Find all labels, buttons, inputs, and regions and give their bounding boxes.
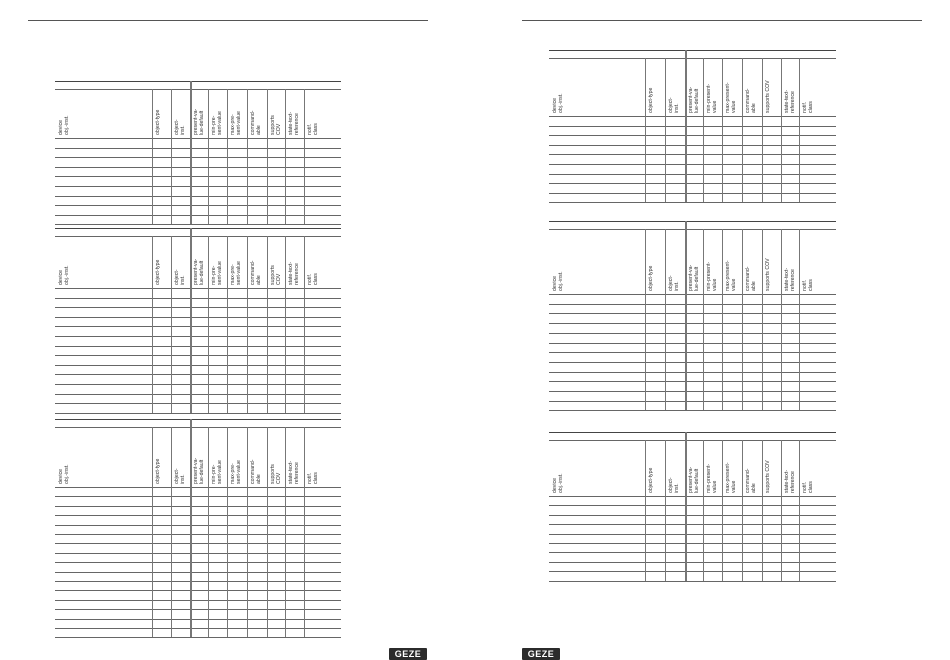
table-column-divider bbox=[762, 229, 763, 410]
table-column-divider bbox=[742, 58, 743, 202]
column-header: notif. class bbox=[307, 123, 319, 135]
table-row bbox=[549, 534, 836, 535]
table-column-divider bbox=[208, 89, 209, 224]
column-header: device obj.-inst. bbox=[58, 464, 70, 484]
column-header: supports COV bbox=[270, 464, 282, 484]
table-column-divider bbox=[722, 58, 723, 202]
table-row bbox=[549, 562, 836, 563]
table-row bbox=[549, 202, 836, 203]
table-row bbox=[55, 205, 341, 206]
table-column-divider bbox=[665, 58, 666, 202]
column-header: supports COV bbox=[765, 80, 771, 113]
column-header: present-va- lue-default bbox=[193, 108, 205, 135]
column-header: state-text- reference bbox=[784, 267, 796, 291]
table-row bbox=[55, 186, 341, 187]
table-column-divider bbox=[762, 58, 763, 202]
table-column-divider bbox=[762, 440, 763, 581]
column-header: device obj.-inst. bbox=[552, 93, 564, 113]
table-row bbox=[549, 581, 836, 582]
column-header: device obj.-inst. bbox=[552, 271, 564, 291]
table-column-divider bbox=[285, 89, 286, 224]
column-header: state-text- reference bbox=[288, 111, 300, 135]
table-row bbox=[549, 343, 836, 344]
object-table bbox=[55, 81, 341, 224]
table-column-divider bbox=[152, 427, 153, 637]
table-column-divider bbox=[645, 58, 646, 202]
table-row bbox=[55, 326, 341, 327]
object-table bbox=[55, 419, 341, 637]
column-header: object- inst. bbox=[174, 468, 186, 484]
table-row bbox=[55, 298, 341, 299]
table-row bbox=[55, 374, 341, 375]
table-row bbox=[549, 126, 836, 127]
table-column-divider bbox=[703, 440, 704, 581]
column-header: command- able bbox=[250, 260, 262, 285]
table-row bbox=[55, 553, 341, 554]
table-column-divider bbox=[304, 89, 305, 224]
table-column-divider bbox=[304, 427, 305, 637]
column-header: device obj.-inst. bbox=[58, 265, 70, 285]
table-column-divider bbox=[171, 236, 172, 413]
table-row bbox=[55, 365, 341, 366]
table-column-divider bbox=[152, 236, 153, 413]
table-row bbox=[549, 515, 836, 516]
table-row bbox=[549, 571, 836, 572]
table-top-rule bbox=[549, 432, 836, 433]
table-row bbox=[55, 590, 341, 591]
table-row bbox=[55, 196, 341, 197]
column-header: device obj.-inst. bbox=[58, 115, 70, 135]
column-header: present-va- lue-default bbox=[193, 457, 205, 484]
table-column-divider bbox=[171, 427, 172, 637]
table-column-divider bbox=[304, 236, 305, 413]
table-subheader-rule bbox=[549, 58, 836, 59]
column-header: notif. class bbox=[802, 101, 814, 113]
table-row bbox=[549, 543, 836, 544]
table-row bbox=[549, 362, 836, 363]
table-column-divider bbox=[799, 229, 800, 410]
table-top-rule bbox=[55, 419, 341, 420]
column-header: max-pre- sent-value bbox=[230, 460, 242, 484]
column-header: object-type bbox=[648, 265, 654, 291]
table-row bbox=[549, 381, 836, 382]
table-row bbox=[55, 176, 341, 177]
column-header: object- inst. bbox=[668, 275, 680, 291]
table-column-divider bbox=[267, 427, 268, 637]
table-row bbox=[55, 600, 341, 601]
table-column-divider bbox=[247, 89, 248, 224]
table-row bbox=[549, 174, 836, 175]
table-row bbox=[549, 352, 836, 353]
table-subheader-rule bbox=[549, 440, 836, 441]
table-top-rule bbox=[549, 50, 836, 51]
column-header: present-va- lue-default bbox=[193, 258, 205, 285]
column-header: min-present- value bbox=[706, 463, 718, 493]
column-header: max-present- value bbox=[725, 260, 737, 291]
column-header: present-va- lue-default bbox=[688, 264, 700, 291]
table-row bbox=[55, 384, 341, 385]
table-column-divider bbox=[781, 440, 782, 581]
table-column-divider bbox=[703, 229, 704, 410]
table-top-rule bbox=[549, 221, 836, 222]
table-row bbox=[549, 164, 836, 165]
table-row bbox=[549, 505, 836, 506]
table-row bbox=[55, 619, 341, 620]
table-row bbox=[549, 391, 836, 392]
object-table bbox=[549, 432, 836, 581]
table-row bbox=[549, 524, 836, 525]
table-row bbox=[55, 224, 341, 225]
column-header: supports COV bbox=[765, 460, 771, 493]
column-header: object-type bbox=[155, 259, 161, 285]
column-header: present-va- lue-default bbox=[688, 86, 700, 113]
table-column-divider bbox=[247, 236, 248, 413]
column-header: object- inst. bbox=[174, 119, 186, 135]
column-header: present-va- lue-default bbox=[688, 466, 700, 493]
table-row bbox=[549, 313, 836, 314]
column-header: min-pre- sent-value bbox=[211, 261, 223, 285]
table-header-rule bbox=[55, 487, 341, 488]
table-row bbox=[55, 496, 341, 497]
table-row bbox=[55, 581, 341, 582]
table-header-rule bbox=[549, 294, 836, 295]
table-column-divider bbox=[645, 229, 646, 410]
table-column-divider bbox=[799, 440, 800, 581]
table-row bbox=[549, 552, 836, 553]
table-row bbox=[549, 193, 836, 194]
table-column-divider bbox=[227, 427, 228, 637]
column-header: command- able bbox=[250, 459, 262, 484]
table-header-rule bbox=[549, 496, 836, 497]
table-row bbox=[55, 515, 341, 516]
table-column-divider bbox=[208, 236, 209, 413]
table-column-divider bbox=[208, 427, 209, 637]
table-column-divider bbox=[665, 229, 666, 410]
table-header-rule bbox=[55, 138, 341, 139]
column-header: object- inst. bbox=[668, 477, 680, 493]
table-row bbox=[55, 525, 341, 526]
table-row bbox=[55, 572, 341, 573]
table-column-divider bbox=[685, 432, 687, 581]
page-right-top-rule bbox=[522, 20, 922, 21]
table-column-divider bbox=[227, 89, 228, 224]
table-column-divider bbox=[799, 58, 800, 202]
table-header-rule bbox=[549, 116, 836, 117]
column-header: command- able bbox=[745, 88, 757, 113]
table-row bbox=[55, 506, 341, 507]
table-row bbox=[55, 167, 341, 168]
column-header: state-text- reference bbox=[784, 469, 796, 493]
column-header: object-type bbox=[155, 458, 161, 484]
table-column-divider bbox=[190, 419, 192, 637]
column-header: state-text- reference bbox=[288, 460, 300, 484]
column-header: notif. class bbox=[307, 273, 319, 285]
table-row bbox=[549, 401, 836, 402]
column-header: notif. class bbox=[802, 279, 814, 291]
table-row bbox=[55, 307, 341, 308]
table-top-rule bbox=[55, 228, 341, 229]
table-column-divider bbox=[722, 229, 723, 410]
column-header: object-type bbox=[648, 467, 654, 493]
table-column-divider bbox=[267, 89, 268, 224]
table-row bbox=[549, 323, 836, 324]
table-row bbox=[55, 637, 341, 638]
column-header: notif. class bbox=[307, 472, 319, 484]
table-column-divider bbox=[171, 89, 172, 224]
table-column-divider bbox=[703, 58, 704, 202]
table-subheader-rule bbox=[55, 427, 341, 428]
table-row bbox=[55, 403, 341, 404]
table-row bbox=[55, 534, 341, 535]
table-row bbox=[55, 148, 341, 149]
column-header: state-text- reference bbox=[288, 261, 300, 285]
table-row bbox=[55, 215, 341, 216]
table-row bbox=[55, 336, 341, 337]
column-header: supports COV bbox=[270, 265, 282, 285]
column-header: min-pre- sent-value bbox=[211, 111, 223, 135]
table-row bbox=[549, 135, 836, 136]
table-column-divider bbox=[685, 221, 687, 410]
table-column-divider bbox=[722, 440, 723, 581]
table-row bbox=[55, 346, 341, 347]
table-column-divider bbox=[665, 440, 666, 581]
table-row bbox=[549, 183, 836, 184]
column-header: min-present- value bbox=[706, 83, 718, 113]
table-top-rule bbox=[55, 81, 341, 82]
table-column-divider bbox=[227, 236, 228, 413]
table-column-divider bbox=[685, 50, 687, 202]
table-subheader-rule bbox=[55, 236, 341, 237]
column-header: min-present- value bbox=[706, 261, 718, 291]
object-table bbox=[549, 221, 836, 410]
table-row bbox=[549, 304, 836, 305]
object-table bbox=[55, 228, 341, 413]
column-header: notif. class bbox=[802, 481, 814, 493]
table-row bbox=[55, 609, 341, 610]
table-column-divider bbox=[781, 229, 782, 410]
table-column-divider bbox=[190, 81, 192, 224]
column-header: max-pre- sent-value bbox=[230, 261, 242, 285]
table-column-divider bbox=[190, 228, 192, 413]
table-row bbox=[55, 157, 341, 158]
column-header: supports COV bbox=[270, 115, 282, 135]
table-row bbox=[549, 154, 836, 155]
table-column-divider bbox=[781, 58, 782, 202]
table-row bbox=[549, 145, 836, 146]
table-row bbox=[55, 317, 341, 318]
table-column-divider bbox=[742, 229, 743, 410]
column-header: object-type bbox=[648, 87, 654, 113]
column-header: object-type bbox=[155, 109, 161, 135]
object-table bbox=[549, 50, 836, 202]
table-row bbox=[55, 628, 341, 629]
table-column-divider bbox=[152, 89, 153, 224]
table-row bbox=[55, 413, 341, 414]
table-column-divider bbox=[742, 440, 743, 581]
column-header: object- inst. bbox=[174, 269, 186, 285]
table-row bbox=[549, 410, 836, 411]
page-left-top-rule bbox=[28, 20, 428, 21]
geze-logo-right: GEZE bbox=[522, 648, 560, 660]
table-row bbox=[55, 355, 341, 356]
table-column-divider bbox=[285, 236, 286, 413]
column-header: min-pre- sent-value bbox=[211, 460, 223, 484]
table-column-divider bbox=[645, 440, 646, 581]
table-subheader-rule bbox=[549, 229, 836, 230]
column-header: state-text- reference bbox=[784, 89, 796, 113]
geze-logo-left: GEZE bbox=[389, 648, 427, 660]
table-row bbox=[55, 394, 341, 395]
table-row bbox=[55, 543, 341, 544]
column-header: max-present- value bbox=[725, 82, 737, 113]
table-row bbox=[549, 333, 836, 334]
column-header: max-pre- sent-value bbox=[230, 111, 242, 135]
column-header: supports COV bbox=[765, 258, 771, 291]
table-column-divider bbox=[267, 236, 268, 413]
table-column-divider bbox=[285, 427, 286, 637]
column-header: device obj.-inst. bbox=[552, 473, 564, 493]
column-header: max-present- value bbox=[725, 462, 737, 493]
column-header: command- able bbox=[250, 110, 262, 135]
column-header: command- able bbox=[745, 266, 757, 291]
column-header: object- inst. bbox=[668, 97, 680, 113]
table-row bbox=[55, 562, 341, 563]
table-subheader-rule bbox=[55, 89, 341, 90]
table-header-rule bbox=[55, 288, 341, 289]
table-column-divider bbox=[247, 427, 248, 637]
table-row bbox=[549, 372, 836, 373]
column-header: command- able bbox=[745, 468, 757, 493]
